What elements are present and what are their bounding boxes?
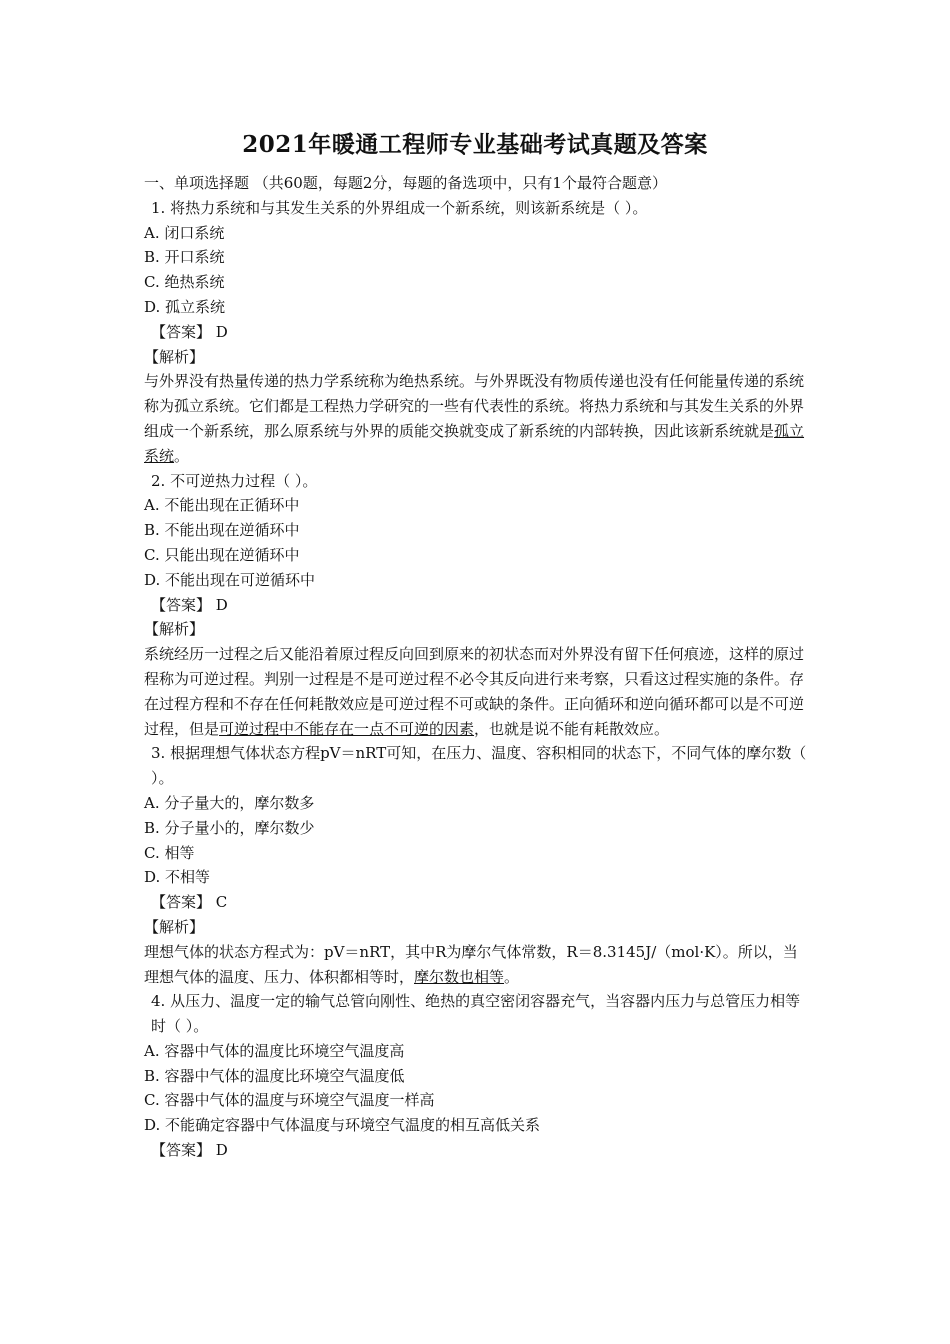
option: C. 绝热系统 (144, 273, 225, 292)
answer-line (144, 890, 812, 915)
document-body (144, 171, 812, 1163)
key-point: 孤立系统 (144, 421, 805, 465)
option: A. 不能出现在正循环中 (144, 496, 300, 515)
answer-line (144, 593, 812, 618)
answer-value: D (215, 322, 228, 341)
answer-label: 【答案】 (151, 322, 212, 341)
question-stem: 1. 将热力系统和与其发生关系的外界组成一个新系统，则该新系统是（ ）。 (151, 198, 648, 217)
page-title: 2021年暖通工程师专业基础考试真题及答案 (242, 131, 708, 158)
key-point: 摩尔数也相等 (414, 967, 505, 986)
option: D. 不能确定容器中气体温度与环境空气温度的相互高低关系 (144, 1116, 541, 1135)
question-stem: 3. 根据理想气体状态方程pV＝nRT可知，在压力、温度、容积相同的状态下，不同气体的摩尔数（ ）。 (151, 744, 807, 788)
option: A. 分子量大的，摩尔数多 (144, 793, 315, 812)
analysis-label: 【解析】 (144, 347, 205, 366)
option: D. 不相等 (144, 868, 211, 887)
option: A. 闭口系统 (144, 223, 225, 242)
option: C. 容器中气体的温度与环境空气温度一样高 (144, 1091, 435, 1110)
option: A. 容器中气体的温度比环境空气温度高 (144, 1041, 405, 1060)
analysis-label: 【解析】 (144, 620, 205, 639)
option: B. 分子量小的，摩尔数少 (144, 818, 315, 837)
analysis-text: 与外界没有热量传递的热力学系统称为绝热系统。与外界既没有物质传递也没有任何能量传递的系统称为孤立系统。它们都是工程热力学研究的一些有代表性的系统。将热力系统和与其发生关系的外界组成一个新系统，那么原系统与外界的质能交换就变成了新系统的内部转换，因此该新系统就是孤立系统。 (144, 372, 805, 465)
answer-label: 【答案】 (151, 893, 212, 912)
option: B. 容器中气体的温度比环境空气温度低 (144, 1066, 405, 1085)
option: C. 相等 (144, 843, 195, 862)
answer-value: C (215, 893, 228, 912)
question-stem: 4. 从压力、温度一定的输气总管向刚性、绝热的真空密闭容器充气，当容器内压力与总管压力相等时（ ）。 (151, 992, 801, 1036)
key-point: 可逆过程中不能存在一点不可逆的因素 (219, 719, 475, 738)
option: B. 不能出现在逆循环中 (144, 521, 300, 540)
option: B. 开口系统 (144, 248, 225, 267)
analysis-label: 【解析】 (144, 917, 205, 936)
section-header: 一、单项选择题 （共60题，每题2分，每题的备选项中，只有1个最符合题意） (144, 174, 667, 192)
option: C. 只能出现在逆循环中 (144, 545, 300, 564)
answer-label: 【答案】 (151, 1141, 212, 1160)
question-stem: 2. 不可逆热力过程（ ）。 (151, 471, 318, 490)
answer-value: D (215, 595, 228, 614)
answer-line (144, 1138, 812, 1163)
analysis-text: 理想气体的状态方程式为：pV＝nRT，其中R为摩尔气体常数，R＝8.3145J/（mol·K）。所以，当理想气体的温度、压力、体积都相等时，摩尔数也相等。 (144, 942, 798, 986)
answer-value: D (215, 1141, 228, 1160)
answer-label: 【答案】 (151, 595, 212, 614)
answer-line (144, 320, 812, 345)
option: D. 不能出现在可逆循环中 (144, 570, 316, 589)
analysis-text: 系统经历一过程之后又能沿着原过程反向回到原来的初状态而对外界没有留下任何痕迹，这样的原过程称为可逆过程。判别一过程是不是可逆过程不必令其反向进行来考察，只看这过程实施的条件。存在过程方程和不存在任何耗散效应是可逆过程不可或缺的条件。正向循环和逆向循环都可以是不可逆过程，但是可逆过程中不能存在一点不可逆的因素，也就是说不能有耗散效应。 (144, 645, 805, 738)
option: D. 孤立系统 (144, 297, 226, 316)
